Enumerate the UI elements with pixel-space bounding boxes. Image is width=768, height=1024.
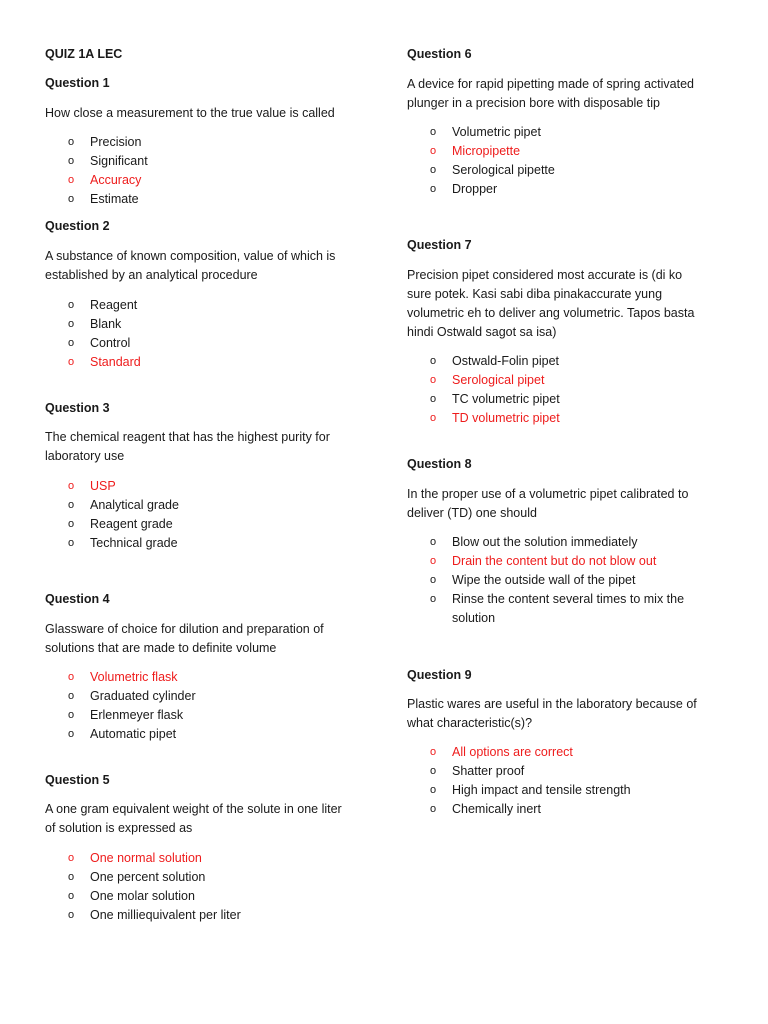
- question-3-heading: Question 3: [45, 401, 110, 415]
- bullet-icon: o: [68, 890, 75, 902]
- bullet-icon: o: [68, 871, 75, 883]
- bullet-icon: o: [68, 728, 75, 740]
- bullet-icon: o: [430, 374, 437, 386]
- bullet-icon: o: [430, 555, 437, 567]
- bullet-icon: o: [430, 126, 437, 138]
- question-9-prompt: Plastic wares are useful in the laboratory because of what characteristic(s)?: [407, 697, 697, 730]
- bullet-icon: o: [430, 355, 437, 367]
- question-8-heading: Question 8: [407, 457, 472, 471]
- bullet-icon: o: [68, 671, 75, 683]
- question-1-heading: Question 1: [45, 76, 110, 90]
- bullet-icon: o: [68, 537, 75, 549]
- bullet-icon: o: [430, 746, 437, 758]
- question-9-heading: Question 9: [407, 668, 472, 682]
- question-3-prompt: The chemical reagent that has the highest purity for laboratory use: [45, 430, 330, 463]
- bullet-icon: o: [68, 337, 75, 349]
- question-7-heading: Question 7: [407, 238, 472, 252]
- bullet-icon: o: [430, 536, 437, 548]
- quiz-title: QUIZ 1A LEC: [45, 47, 123, 61]
- bullet-icon: o: [430, 593, 437, 605]
- question-2-prompt: A substance of known composition, value of which is established by an analytical procedure: [45, 249, 336, 282]
- question-5-heading: Question 5: [45, 773, 110, 787]
- bullet-icon: o: [430, 393, 437, 405]
- bullet-icon: o: [68, 155, 75, 167]
- bullet-icon: o: [430, 164, 437, 176]
- bullet-icon: o: [68, 480, 75, 492]
- bullet-icon: o: [68, 136, 75, 148]
- question-1-prompt: How close a measurement to the true value is called: [45, 106, 335, 120]
- bullet-icon: o: [68, 174, 75, 186]
- question-4-prompt: Glassware of choice for dilution and preparation of solutions that are made to definite volume: [45, 622, 324, 655]
- question-4-heading: Question 4: [45, 592, 110, 606]
- bullet-icon: o: [68, 709, 75, 721]
- bullet-icon: o: [68, 499, 75, 511]
- bullet-icon: o: [430, 145, 437, 157]
- bullet-icon: o: [430, 784, 437, 796]
- question-5-prompt: A one gram equivalent weight of the solute in one liter of solution is expressed as: [45, 802, 342, 835]
- bullet-icon: o: [68, 318, 75, 330]
- bullet-icon: o: [68, 852, 75, 864]
- bullet-icon: o: [68, 518, 75, 530]
- bullet-icon: o: [68, 690, 75, 702]
- bullet-icon: o: [68, 193, 75, 205]
- bullet-icon: o: [430, 803, 437, 815]
- question-6-prompt: A device for rapid pipetting made of spring activated plunger in a precision bore with disposable tip: [407, 77, 694, 110]
- bullet-icon: o: [68, 909, 75, 921]
- question-2-heading: Question 2: [45, 219, 110, 233]
- question-7-prompt: Precision pipet considered most accurate is (di ko sure potek. Kasi sabi diba pinakaccurate yung volumetric eh to deliver ang volumetric. Tapos basta hindi Ostwald sagot sa isa): [407, 268, 695, 339]
- bullet-icon: o: [430, 183, 437, 195]
- bullet-icon: o: [68, 356, 75, 368]
- bullet-icon: o: [430, 574, 437, 586]
- bullet-icon: o: [68, 299, 75, 311]
- question-6-heading: Question 6: [407, 47, 472, 61]
- question-8-prompt: In the proper use of a volumetric pipet calibrated to deliver (TD) one should: [407, 487, 689, 520]
- bullet-icon: o: [430, 412, 437, 424]
- bullet-icon: o: [430, 765, 437, 777]
